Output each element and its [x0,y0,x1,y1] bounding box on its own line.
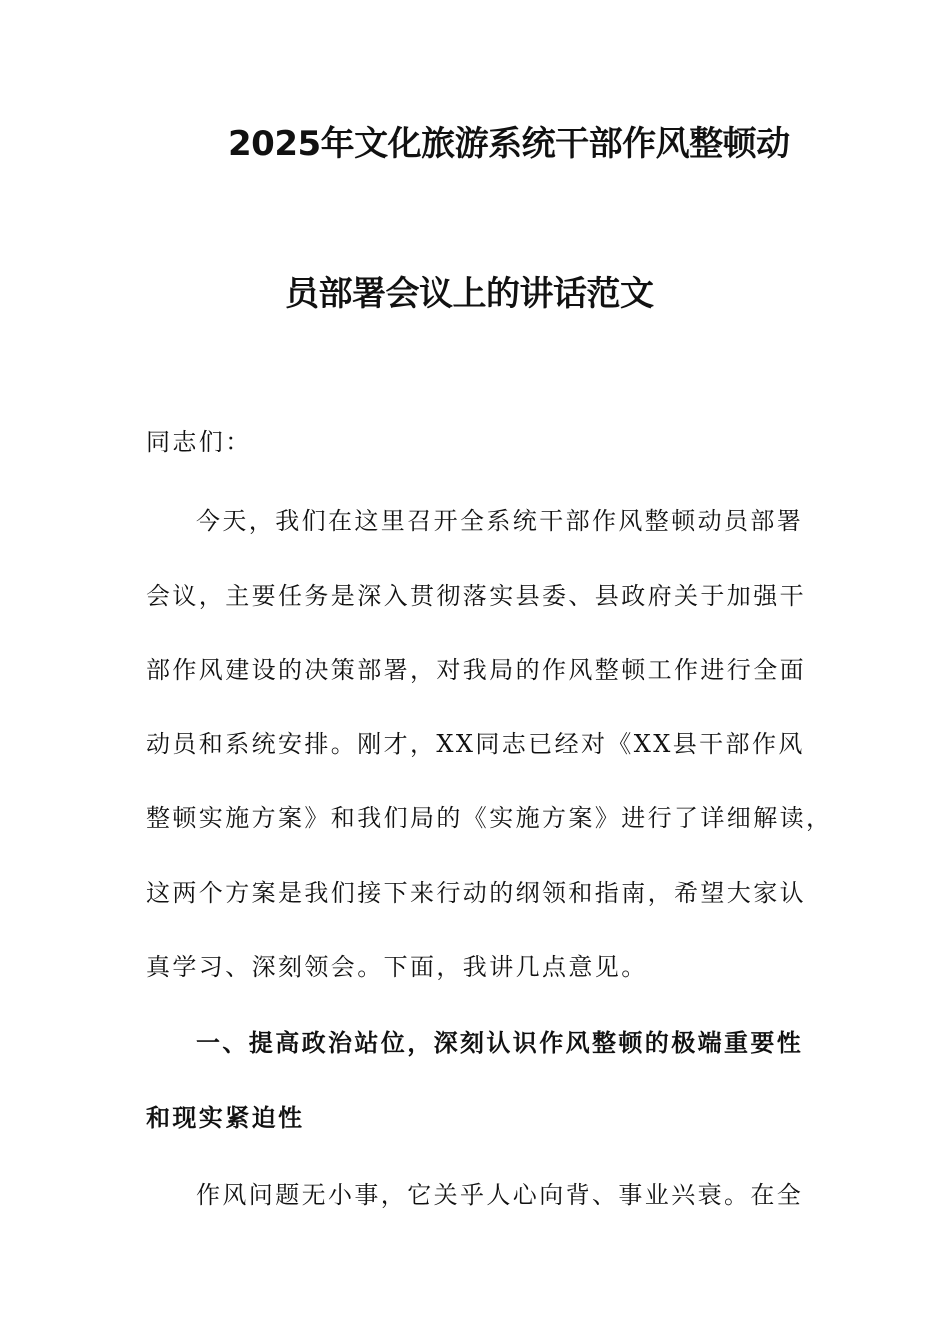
paragraph-1-line: 这两个方案是我们接下来行动的纲领和指南，希望大家认 [146,879,806,907]
paragraph-2-line: 作风问题无小事，它关乎人心向背、事业兴衰。在全 [196,1181,804,1209]
paragraph-1-line: 会议，主要任务是深入贯彻落实县委、县政府关于加强干 [146,582,806,610]
paragraph-1-line: 整顿实施方案》和我们局的《实施方案》进行了详细解读， [146,804,833,832]
section-heading-1-line: 一、提高政治站位，深刻认识作风整顿的极端重要性 [196,1028,804,1057]
salutation: 同志们： [146,428,252,456]
document-title-line-2: 员部署会议上的讲话范文 [285,274,654,314]
paragraph-1-line: 动员和系统安排。刚才，XX同志已经对《XX县干部作风 [146,730,805,758]
section-heading-1-line: 和现实紧迫性 [146,1103,305,1132]
paragraph-1-line: 真学习、深刻领会。下面，我讲几点意见。 [146,953,648,981]
paragraph-1-line: 今天，我们在这里召开全系统干部作风整顿动员部署 [196,507,804,535]
document-title-line-1: 2025年文化旅游系统干部作风整顿动 [228,124,790,164]
paragraph-1-line: 部作风建设的决策部署，对我局的作风整顿工作进行全面 [146,656,806,684]
